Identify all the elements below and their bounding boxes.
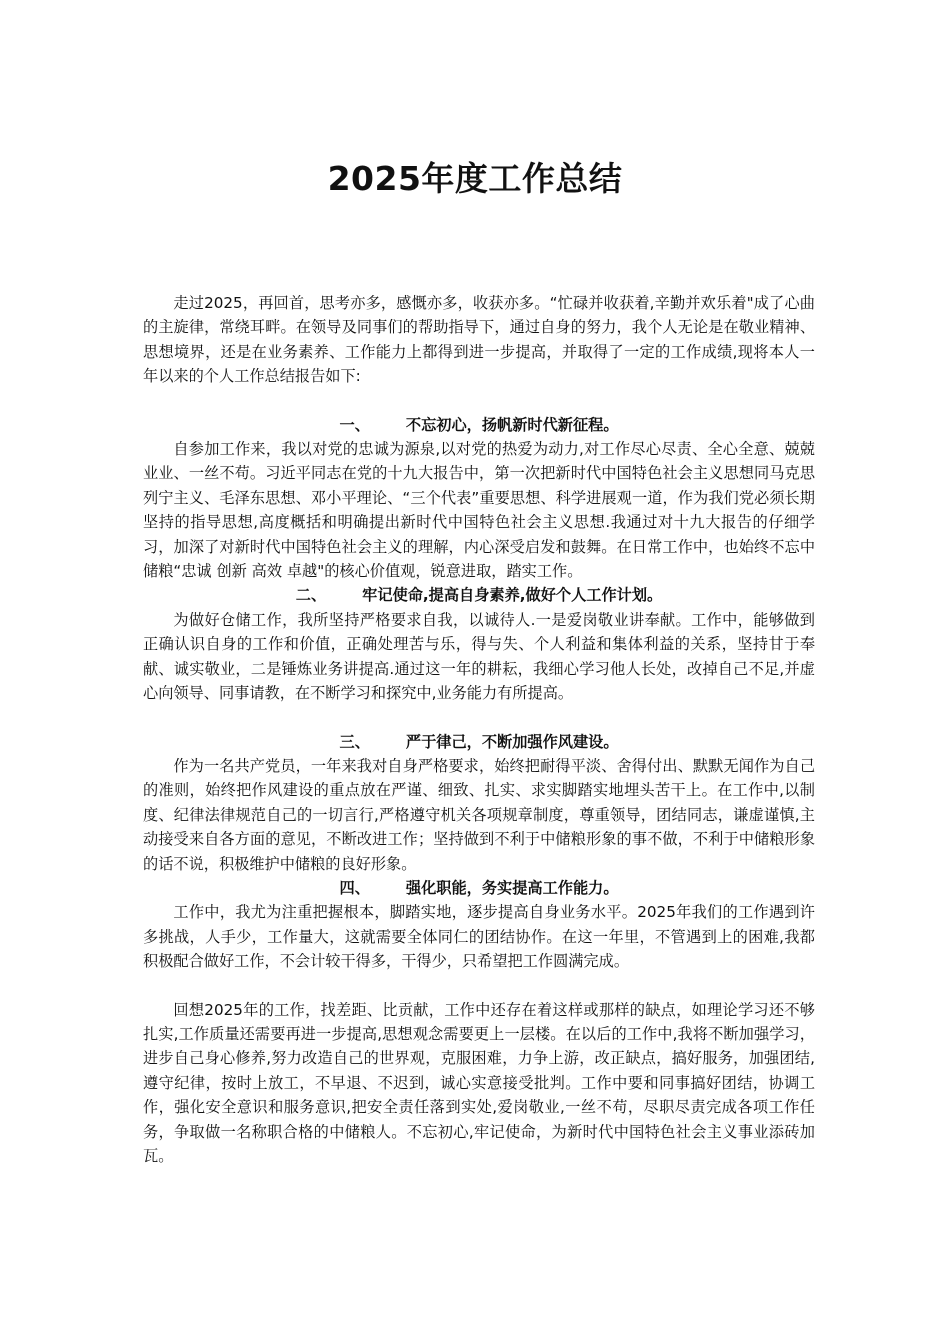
section-heading-3: [143, 730, 815, 754]
section-paragraph-4: 工作中，我尤为注重把握根本，脚踏实地，逐步提高自身业务水平。2025年我们的工作遇到许多挑战，人手少，工作量大，这就需要全体同仁的团结协作。在这一年里，不管遇到上的困难,我都积极配合做好工作，不会计较干得多，干得少，只希望把工作圆满完成。: [143, 903, 815, 971]
section-paragraph-3: 作为一名共产党员，一年来我对自身严格要求，始终把耐得平淡、舍得付出、默默无闻作为自己的准则，始终把作风建设的重点放在严谨、细致、扎实、求实脚踏实地埋头苦干上。在工作中,以制度、纪律法律规范自己的一切言行,严格遵守机关各项规章制度，尊重领导，团结同志，谦虚谨慎,主动接受来自各方面的意见，不断改进工作；坚持做到不利于中储粮形象的事不做，不利于中储粮形象的话不说，积极维护中储粮的良好形象。: [143, 756, 815, 873]
section-heading-text: 强化职能，务实提高工作能力。: [405, 878, 619, 897]
section-paragraph-2: 为做好仓储工作，我所坚持严格要求自我，以诚待人.一是爱岗敬业讲奉献。工作中，能够做到正确认识自身的工作和价值，正确处理苦与乐，得与失、个人利益和集体利益的关系，坚持甘于奉献、诚实敬业，二是锤炼业务讲提高.通过这一年的耕耘，我细心学习他人长处，改掉自己不足,并虚心向领导、同事请教，在不断学习和探究中,业务能力有所提高。: [143, 610, 815, 703]
section-number: 一、: [339, 415, 370, 434]
section-heading-text: 牢记使命,提高自身素养,做好个人工作计划。: [362, 586, 663, 605]
section-heading-1: [143, 413, 815, 437]
document-title: 2025年度工作总结: [327, 159, 623, 198]
section-heading-text: 不忘初心，扬帆新时代新征程。: [405, 415, 619, 434]
document-body: [143, 291, 815, 1168]
intro-paragraph: 走过2025，再回首，思考亦多，感慨亦多，收获亦多。“忙碌并收获着,辛勤并欢乐着"成了心曲的主旋律，常绕耳畔。在领导及同事们的帮助指导下，通过自身的努力，我个人无论是在敬业精神、思想境界，还是在业务素养、工作能力上都得到进一步提高，并取得了一定的工作成绩,现将本人一年以来的个人工作总结报告如下:: [143, 294, 815, 386]
conclusion-paragraph: 回想2025年的工作，找差距、比贡献，工作中还存在着这样或那样的缺点，如理论学习还不够扎实,工作质量还需要再进一步提高,思想观念需要更上一层楼。在以后的工作中,我将不断加强学习，进步自己身心修养,努力改造自己的世界观，克服困难，力争上游，改正缺点，搞好服务，加强团结,遵守纪律，按时上放工，不早退、不迟到，诚心实意接受批判。工作中要和同事搞好团结，协调工作，强化安全意识和服务意识,把安全责任落到实处,爱岗敬业,一丝不苟，尽职尽责完成各项工作任务，争取做一名称职合格的中储粮人。不忘初心,牢记使命，为新时代中国特色社会主义事业添砖加瓦。: [143, 1000, 815, 1165]
section-heading-2: [143, 583, 815, 607]
section-heading-4: [143, 876, 815, 900]
section-number: 三、: [339, 732, 370, 751]
section-number: 二、: [295, 586, 327, 605]
section-paragraph-1: 自参加工作来，我以对党的忠诚为源泉,以对党的热爱为动力,对工作尽心尽责、全心全意、兢兢业业、一丝不苟。习近平同志在党的十九大报告中，第一次把新时代中国特色社会主义思想同马克思列宁主义、毛泽东思想、邓小平理论、“三个代表”重要思想、科学进展观一道，作为我们党必须长期坚持的指导思想,高度概括和明确提出新时代中国特色社会主义思想.我通过对十九大报告的仔细学习，加深了对新时代中国特色社会主义的理解，内心深受启发和鼓舞。在日常工作中，也始终不忘中储粮“忠诚 创新 高效 卓越"的核心价值观，锐意进取，踏实工作。: [143, 440, 815, 581]
section-heading-text: 严于律己，不断加强作风建设。: [405, 732, 619, 751]
section-number: 四、: [339, 878, 370, 897]
